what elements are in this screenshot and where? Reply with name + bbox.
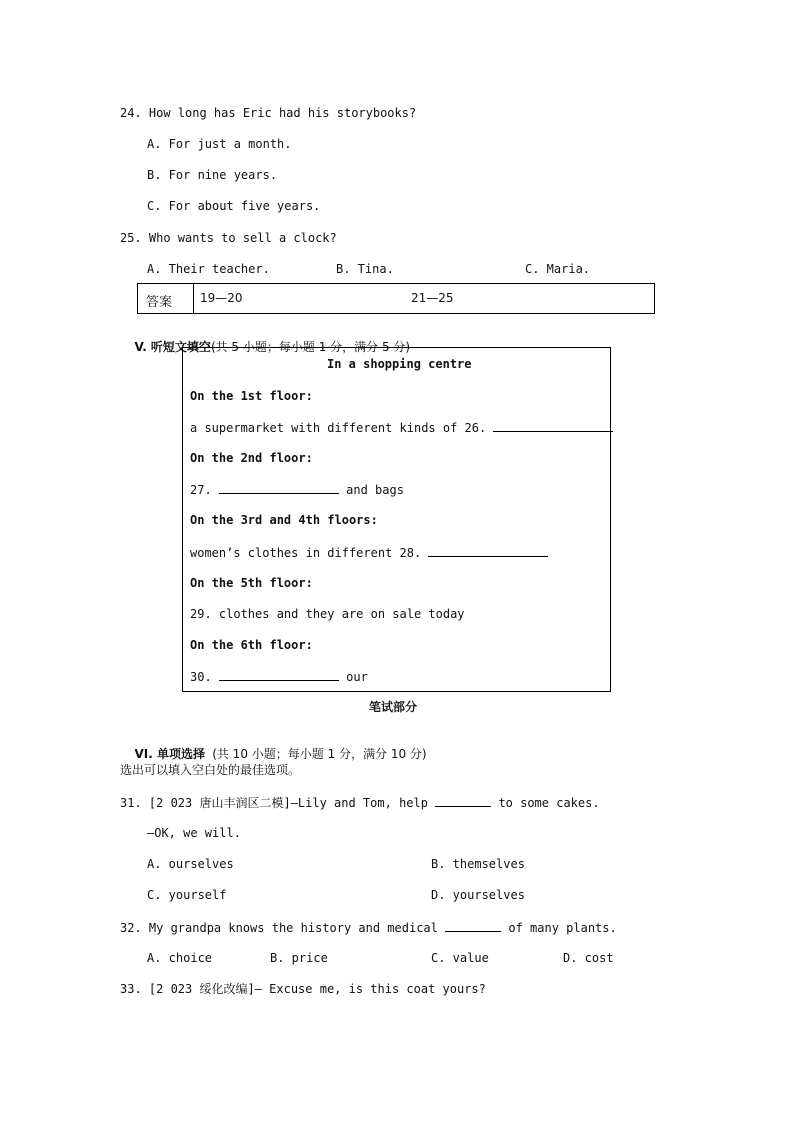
answer-table-divider: [193, 284, 194, 313]
q31-option-a: A. ourselves: [147, 857, 234, 871]
section-6-instruction: 选出可以填入空白处的最佳选项。: [120, 763, 301, 777]
answer-range-1: 19—20: [200, 291, 243, 305]
q24-option-a: A. For just a month.: [147, 137, 292, 151]
q31-option-c: C. yourself: [147, 888, 227, 902]
item-27-text: and bags: [346, 483, 404, 497]
section-6-title: VI. 单项选择: [134, 747, 205, 761]
q25-option-c: C. Maria.: [525, 262, 591, 276]
q32-suffix: of many plants.: [508, 921, 617, 935]
answer-table: [137, 283, 655, 314]
q24-option-b: B. For nine years.: [147, 168, 278, 182]
q32-option-a: A. choice: [147, 951, 213, 965]
q31-option-b: B. themselves: [431, 857, 525, 871]
section-5-title: V. 听短文填空: [134, 340, 211, 354]
q32-question: [120, 919, 617, 936]
q32-blank[interactable]: [445, 919, 501, 932]
q32-option-c: C. value: [431, 951, 489, 965]
q24-question: 24. How long has Eric had his storybooks?: [120, 106, 417, 120]
item-28: [190, 544, 548, 561]
answer-range-2: 21—25: [411, 291, 454, 305]
q32-option-d: D. cost: [563, 951, 614, 965]
floor-34-label: On the 3rd and 4th floors:: [190, 513, 378, 527]
q24-option-c: C. For about five years.: [147, 199, 321, 213]
item-26-text: a supermarket with different kinds of 26.: [190, 421, 487, 435]
item-29: 29. clothes and they are on sale today: [190, 607, 465, 621]
q32-option-b: B. price: [270, 951, 328, 965]
q25-option-a: A. Their teacher.: [147, 262, 270, 276]
written-part-heading: 笔试部分: [369, 700, 418, 714]
item-30-number: 30.: [190, 670, 212, 684]
item-30-text: our: [346, 670, 368, 684]
blank-30[interactable]: [219, 668, 339, 681]
q33-question: 33. [2 023 绥化改编]— Excuse me, is this coat yours?: [120, 982, 486, 996]
blank-27[interactable]: [219, 481, 339, 494]
floor-5-label: On the 5th floor:: [190, 576, 313, 590]
blank-28[interactable]: [428, 544, 548, 557]
floor-1-label: On the 1st floor:: [190, 389, 313, 403]
floor-2-label: On the 2nd floor:: [190, 451, 313, 465]
answer-table-label: 答案: [146, 295, 173, 310]
item-27-number: 27.: [190, 483, 212, 497]
q31-option-d: D. yourselves: [431, 888, 525, 902]
blank-26[interactable]: [493, 419, 613, 432]
item-26: [190, 419, 613, 436]
item-27: [190, 481, 404, 498]
section-5-note: (共 5 小题；每小题 1 分，满分 5 分): [210, 340, 411, 354]
section-6-note: (共 10 小题；每小题 1 分，满分 10 分): [212, 747, 427, 761]
q31-suffix: to some cakes.: [498, 796, 600, 810]
floor-6-label: On the 6th floor:: [190, 638, 313, 652]
q25-question: 25. Who wants to sell a clock?: [120, 231, 337, 245]
box-title: In a shopping centre: [327, 357, 472, 371]
section-6-heading: [120, 730, 427, 762]
q25-option-b: B. Tina.: [336, 262, 394, 276]
q31-blank[interactable]: [435, 794, 491, 807]
item-30: [190, 668, 368, 685]
q31-question: [120, 794, 600, 811]
q31-reply: —OK, we will.: [147, 826, 241, 840]
item-28-text: women’s clothes in different 28.: [190, 546, 422, 560]
q31-prefix: 31. [2 023 唐山丰润区二模]—Lily and Tom, help: [120, 796, 428, 810]
q32-prefix: 32. My grandpa knows the history and medical: [120, 921, 438, 935]
